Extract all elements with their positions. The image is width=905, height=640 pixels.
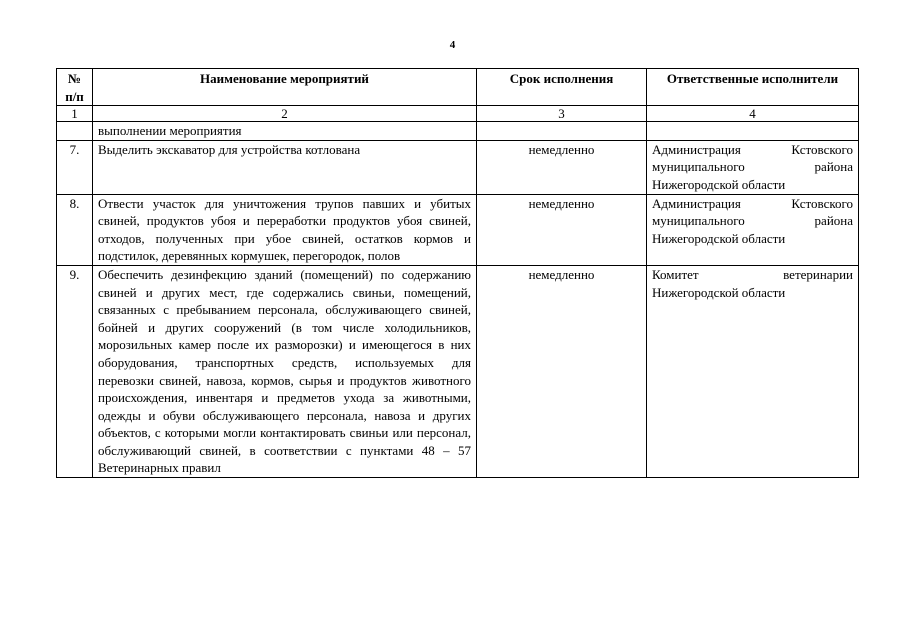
row-executor-text: Администрация Кстовского муниципального района Нижегородской области	[652, 141, 853, 192]
table-row	[57, 140, 859, 194]
row-executor-text: Администрация Кстовского муниципального района Нижегородской области	[652, 195, 853, 246]
column-number: 3	[477, 106, 647, 122]
row-executor-text: Комитет ветеринарии Нижегородской области	[652, 266, 853, 300]
page-number: 4	[449, 39, 456, 51]
row-term: немедленно	[477, 194, 647, 265]
table-row	[57, 265, 859, 477]
row-action: Обеспечить дезинфекцию зданий (помещений) по содержанию свиней и других мест, где содержались свиньи, помещений, связанных с пребыванием персонала, обслуживающего свиней, бойней и других сооружений (в том числе холодильников, морозильных камер после их разморозки) и имеющегося в них оборудования, транспортных средств, используемых для перевозки свиней, навоза, кормов, сырья и продуктов животного происхождения, инвентаря и предметов ухода за животными, одежды и обуви обслуживающего персонала, навоза и других объектов, с которыми могли контактировать свиньи или персонал, обслуживающий свиней, в соответствии с пунктами 48 – 57 Ветеринарных правил	[93, 265, 477, 477]
header-name: Наименование мероприятий	[93, 69, 477, 106]
empty-cell	[647, 122, 859, 141]
table-row	[57, 194, 859, 265]
row-number: 8.	[57, 194, 93, 265]
header-row	[57, 69, 859, 106]
continuation-row	[57, 122, 859, 141]
column-number: 4	[647, 106, 859, 122]
continuation-text: выполнении мероприятия	[93, 122, 477, 141]
row-number: 9.	[57, 265, 93, 477]
row-term: немедленно	[477, 265, 647, 477]
row-action: Выделить экскаватор для устройства котлована	[93, 140, 477, 194]
row-executor	[647, 194, 859, 265]
empty-cell	[57, 122, 93, 141]
row-executor	[647, 140, 859, 194]
column-number: 2	[93, 106, 477, 122]
row-number: 7.	[57, 140, 93, 194]
column-number-row	[57, 106, 859, 122]
row-action: Отвести участок для уничтожения трупов павших и убитых свиней, продуктов убоя и переработки продуктов убоя свиней, отходов, полученных при убое свиней, остатков кормов и подстилок, деревянных кормушек, перегородок, полов	[93, 194, 477, 265]
row-term: немедленно	[477, 140, 647, 194]
header-term: Срок исполнения	[477, 69, 647, 106]
column-number: 1	[57, 106, 93, 122]
row-executor	[647, 265, 859, 477]
action-plan-table	[56, 68, 859, 478]
header-executor: Ответственные исполнители	[647, 69, 859, 106]
header-num: № п/п	[57, 69, 93, 106]
empty-cell	[477, 122, 647, 141]
